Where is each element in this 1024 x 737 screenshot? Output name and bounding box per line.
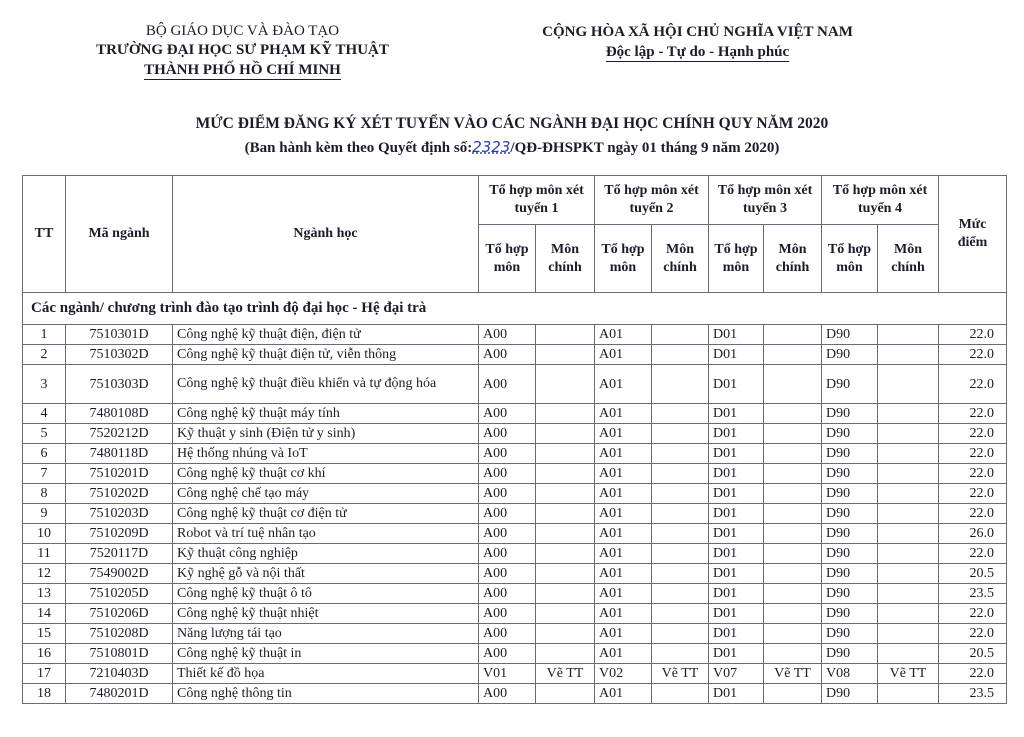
row-number-cell: 12 [23,564,66,584]
subtitle-prefix: (Ban hành kèm theo Quyết định số: [244,140,473,156]
combo-1-cell: A00 [479,424,536,444]
main-subject-2-cell [652,684,709,704]
score-cell: 22.0 [939,624,1007,644]
school-name: TRƯỜNG ĐẠI HỌC SƯ PHẠM KỸ THUẬT [96,42,389,58]
main-subject-4-cell [878,484,939,504]
major-name-cell: Hệ thống nhúng và IoT [173,444,479,464]
row-number-cell: 11 [23,544,66,564]
combo-4-cell: D90 [822,584,878,604]
main-subject-3-cell [764,424,822,444]
main-subject-1-cell [536,484,595,504]
combo-2-cell: A01 [595,624,652,644]
combo-1-cell: V01 [479,664,536,684]
combo-1-cell: A00 [479,365,536,404]
main-subject-3-cell [764,524,822,544]
main-subject-1-cell [536,524,595,544]
major-name-cell: Công nghệ kỹ thuật ô tô [173,584,479,604]
table-row [23,484,1007,504]
country-name: CỘNG HÒA XÃ HỘI CHỦ NGHĨA VIỆT NAM [542,24,853,40]
combo-2-cell: A01 [595,524,652,544]
combo-4-cell: D90 [822,624,878,644]
combo-4-cell: D90 [822,424,878,444]
main-subject-1-cell [536,325,595,345]
header-group-4: Tổ hợp môn xét tuyển 4 [822,176,939,225]
score-cell: 22.0 [939,464,1007,484]
main-subject-1-cell [536,604,595,624]
header-main-1: Môn chính [536,225,595,293]
major-code-cell: 7510201D [66,464,173,484]
main-subject-3-cell [764,624,822,644]
combo-1-cell: A00 [479,345,536,365]
combo-1-cell: A00 [479,444,536,464]
combo-3-cell: D01 [709,484,764,504]
table-row [23,564,1007,584]
combo-3-cell: D01 [709,584,764,604]
main-subject-1-cell [536,684,595,704]
main-subject-1-cell [536,404,595,424]
issuer-header [70,22,415,80]
combo-3-cell: D01 [709,404,764,424]
score-cell: 20.5 [939,644,1007,664]
score-cell: 22.0 [939,664,1007,684]
major-code-cell: 7510203D [66,504,173,524]
row-number-cell: 10 [23,524,66,544]
score-cell: 22.0 [939,365,1007,404]
major-code-cell: 7510209D [66,524,173,544]
combo-1-cell: A00 [479,524,536,544]
main-subject-2-cell [652,484,709,504]
main-subject-2-cell [652,604,709,624]
score-cell: 22.0 [939,484,1007,504]
combo-2-cell: A01 [595,484,652,504]
row-number-cell: 16 [23,644,66,664]
main-subject-4-cell [878,684,939,704]
main-subject-4-cell [878,365,939,404]
combo-4-cell: D90 [822,524,878,544]
table-row [23,604,1007,624]
combo-2-cell: A01 [595,684,652,704]
row-number-cell: 3 [23,365,66,404]
main-subject-3-cell [764,684,822,704]
table-row [23,624,1007,644]
combo-1-cell: A00 [479,544,536,564]
main-subject-2-cell [652,444,709,464]
major-code-cell: 7510206D [66,604,173,624]
score-cell: 23.5 [939,584,1007,604]
major-name-cell: Kỹ thuật y sinh (Điện tử y sinh) [173,424,479,444]
combo-2-cell: A01 [595,544,652,564]
main-subject-1-cell [536,424,595,444]
combo-1-cell: A00 [479,644,536,664]
combo-4-cell: D90 [822,564,878,584]
major-name-cell: Công nghệ kỹ thuật điều khiển và tự động hóa [173,365,479,404]
combo-3-cell: D01 [709,644,764,664]
combo-3-cell: D01 [709,345,764,365]
major-code-cell: 7520212D [66,424,173,444]
main-subject-3-cell [764,504,822,524]
row-number-cell: 4 [23,404,66,424]
school-city: THÀNH PHỐ HỒ CHÍ MINH [144,62,341,78]
main-subject-4-cell [878,325,939,345]
combo-3-cell: D01 [709,604,764,624]
header-combo-4: Tổ hợp môn [822,225,878,293]
major-code-cell: 7520117D [66,544,173,564]
combo-1-cell: A00 [479,624,536,644]
combo-4-cell: D90 [822,404,878,424]
main-subject-4-cell [878,624,939,644]
main-subject-3-cell [764,325,822,345]
combo-3-cell: D01 [709,424,764,444]
major-code-cell: 7510303D [66,365,173,404]
major-code-cell: 7510205D [66,584,173,604]
table-row [23,664,1007,684]
major-name-cell: Thiết kế đồ họa [173,664,479,684]
row-number-cell: 1 [23,325,66,345]
section-title: Các ngành/ chương trình đào tạo trình độ đại học - Hệ đại trà [23,293,1007,325]
score-cell: 22.0 [939,404,1007,424]
main-subject-4-cell [878,524,939,544]
major-code-cell: 7510801D [66,644,173,664]
main-subject-2-cell [652,564,709,584]
major-name-cell: Kỹ thuật công nghiệp [173,544,479,564]
row-number-cell: 7 [23,464,66,484]
combo-4-cell: D90 [822,444,878,464]
major-name-cell: Công nghệ kỹ thuật điện, điện tử [173,325,479,345]
score-cell: 23.5 [939,684,1007,704]
combo-3-cell: V07 [709,664,764,684]
row-number-cell: 8 [23,484,66,504]
main-subject-3-cell [764,404,822,424]
combo-1-cell: A00 [479,604,536,624]
main-subject-3-cell: Vẽ TT [764,664,822,684]
main-subject-3-cell [764,464,822,484]
main-subject-2-cell [652,325,709,345]
combo-4-cell: D90 [822,345,878,365]
main-subject-4-cell [878,444,939,464]
main-subject-3-cell [764,544,822,564]
score-cell: 22.0 [939,504,1007,524]
table-row [23,464,1007,484]
main-subject-4-cell [878,345,939,365]
main-subject-4-cell [878,504,939,524]
major-name-cell: Công nghệ kỹ thuật nhiệt [173,604,479,624]
main-subject-1-cell [536,464,595,484]
score-cell: 22.0 [939,325,1007,345]
header-main-3: Môn chính [764,225,822,293]
header-combo-1: Tổ hợp môn [479,225,536,293]
main-subject-1-cell: Vẽ TT [536,664,595,684]
national-header [505,22,890,62]
header-tt: TT [23,176,66,293]
combo-3-cell: D01 [709,624,764,644]
main-subject-3-cell [764,345,822,365]
combo-4-cell: D90 [822,644,878,664]
combo-1-cell: A00 [479,684,536,704]
major-name-cell: Công nghệ chế tạo máy [173,484,479,504]
decision-number: 2323 [472,138,511,156]
main-subject-4-cell [878,544,939,564]
main-subject-1-cell [536,504,595,524]
main-subject-2-cell [652,365,709,404]
score-cell: 22.0 [939,444,1007,464]
table-row [23,365,1007,404]
row-number-cell: 9 [23,504,66,524]
combo-1-cell: A00 [479,584,536,604]
table-row [23,524,1007,544]
main-subject-2-cell [652,624,709,644]
combo-1-cell: A00 [479,404,536,424]
major-code-cell: 7480108D [66,404,173,424]
score-cell: 22.0 [939,424,1007,444]
header-main-4: Môn chính [878,225,939,293]
main-subject-3-cell [764,604,822,624]
national-motto: Độc lập - Tự do - Hạnh phúc [605,44,790,60]
main-subject-1-cell [536,444,595,464]
main-subject-4-cell [878,584,939,604]
combo-2-cell: A01 [595,464,652,484]
major-code-cell: 7480118D [66,444,173,464]
row-number-cell: 15 [23,624,66,644]
main-subject-3-cell [764,584,822,604]
combo-4-cell: D90 [822,365,878,404]
combo-3-cell: D01 [709,325,764,345]
row-number-cell: 14 [23,604,66,624]
score-cell: 22.0 [939,544,1007,564]
major-code-cell: 7480201D [66,684,173,704]
combo-2-cell: A01 [595,564,652,584]
combo-3-cell: D01 [709,564,764,584]
score-cell: 22.0 [939,604,1007,624]
table-row [23,684,1007,704]
table-row [23,584,1007,604]
combo-2-cell: A01 [595,345,652,365]
main-subject-1-cell [536,365,595,404]
main-subject-2-cell [652,504,709,524]
main-subject-4-cell [878,604,939,624]
header-combo-3: Tổ hợp môn [709,225,764,293]
table-row [23,345,1007,365]
combo-3-cell: D01 [709,524,764,544]
main-subject-3-cell [764,564,822,584]
combo-3-cell: D01 [709,684,764,704]
main-subject-2-cell [652,424,709,444]
admission-score-table [22,175,1007,704]
combo-2-cell: A01 [595,504,652,524]
major-code-cell: 7549002D [66,564,173,584]
header-group-1: Tổ hợp môn xét tuyển 1 [479,176,595,225]
score-cell: 22.0 [939,345,1007,365]
row-number-cell: 18 [23,684,66,704]
table-row [23,404,1007,424]
major-name-cell: Công nghệ kỹ thuật cơ khí [173,464,479,484]
row-number-cell: 13 [23,584,66,604]
main-subject-3-cell [764,365,822,404]
combo-1-cell: A00 [479,564,536,584]
header-score: Mức điểm [939,176,1007,293]
main-subject-2-cell [652,464,709,484]
combo-3-cell: D01 [709,504,764,524]
major-code-cell: 7510208D [66,624,173,644]
combo-2-cell: A01 [595,584,652,604]
combo-4-cell: D90 [822,325,878,345]
main-subject-4-cell [878,464,939,484]
combo-4-cell: D90 [822,464,878,484]
combo-4-cell: D90 [822,484,878,504]
main-subject-1-cell [536,345,595,365]
combo-2-cell: A01 [595,404,652,424]
combo-3-cell: D01 [709,544,764,564]
main-subject-4-cell [878,564,939,584]
main-subject-3-cell [764,644,822,664]
major-name-cell: Công nghệ kỹ thuật cơ điện tử [173,504,479,524]
table-row [23,325,1007,345]
main-subject-2-cell [652,644,709,664]
major-name-cell: Công nghệ kỹ thuật điện tử, viễn thông [173,345,479,365]
row-number-cell: 5 [23,424,66,444]
combo-2-cell: V02 [595,664,652,684]
main-subject-1-cell [536,584,595,604]
main-subject-4-cell [878,644,939,664]
main-subject-2-cell [652,524,709,544]
combo-2-cell: A01 [595,604,652,624]
combo-3-cell: D01 [709,444,764,464]
combo-1-cell: A00 [479,504,536,524]
table-body [23,293,1007,704]
header-group-3: Tổ hợp môn xét tuyển 3 [709,176,822,225]
main-subject-2-cell [652,345,709,365]
major-name-cell: Công nghệ thông tin [173,684,479,704]
main-subject-2-cell [652,544,709,564]
header-group-2: Tổ hợp môn xét tuyển 2 [595,176,709,225]
combo-3-cell: D01 [709,365,764,404]
score-cell: 20.5 [939,564,1007,584]
main-subject-4-cell [878,404,939,424]
main-subject-1-cell [536,644,595,664]
section-row [23,293,1007,325]
combo-4-cell: D90 [822,604,878,624]
score-cell: 26.0 [939,524,1007,544]
major-name-cell: Năng lượng tái tạo [173,624,479,644]
table-row [23,544,1007,564]
major-code-cell: 7210403D [66,664,173,684]
main-subject-2-cell [652,584,709,604]
main-subject-2-cell: Vẽ TT [652,664,709,684]
combo-4-cell: D90 [822,504,878,524]
header-combo-2: Tổ hợp môn [595,225,652,293]
combo-2-cell: A01 [595,325,652,345]
main-subject-2-cell [652,404,709,424]
combo-4-cell: D90 [822,544,878,564]
main-subject-3-cell [764,444,822,464]
document-subtitle [0,138,1024,157]
combo-1-cell: A00 [479,484,536,504]
combo-2-cell: A01 [595,444,652,464]
table-row [23,644,1007,664]
main-subject-4-cell: Vẽ TT [878,664,939,684]
row-number-cell: 17 [23,664,66,684]
main-subject-1-cell [536,544,595,564]
combo-1-cell: A00 [479,464,536,484]
ministry-name: BỘ GIÁO DỤC VÀ ĐÀO TẠO [145,23,340,39]
main-subject-1-cell [536,564,595,584]
main-subject-1-cell [536,624,595,644]
table-row [23,424,1007,444]
table-row [23,504,1007,524]
main-subject-4-cell [878,424,939,444]
major-code-cell: 7510301D [66,325,173,345]
combo-4-cell: V08 [822,664,878,684]
major-name-cell: Công nghệ kỹ thuật in [173,644,479,664]
header-main-2: Môn chính [652,225,709,293]
major-name-cell: Công nghệ kỹ thuật máy tính [173,404,479,424]
table-row [23,444,1007,464]
combo-2-cell: A01 [595,424,652,444]
major-name-cell: Kỹ nghệ gỗ và nội thất [173,564,479,584]
combo-3-cell: D01 [709,464,764,484]
combo-1-cell: A00 [479,325,536,345]
combo-2-cell: A01 [595,365,652,404]
header-major: Ngành học [173,176,479,293]
subtitle-suffix: /QĐ-ĐHSPKT ngày 01 tháng 9 năm 2020) [510,140,780,156]
major-code-cell: 7510302D [66,345,173,365]
document-title: MỨC ĐIỂM ĐĂNG KÝ XÉT TUYỂN VÀO CÁC NGÀNH ĐẠI HỌC CHÍNH QUY NĂM 2020 [195,115,829,132]
combo-4-cell: D90 [822,684,878,704]
major-code-cell: 7510202D [66,484,173,504]
row-number-cell: 2 [23,345,66,365]
major-name-cell: Robot và trí tuệ nhân tạo [173,524,479,544]
header-code: Mã ngành [66,176,173,293]
main-subject-3-cell [764,484,822,504]
row-number-cell: 6 [23,444,66,464]
combo-2-cell: A01 [595,644,652,664]
